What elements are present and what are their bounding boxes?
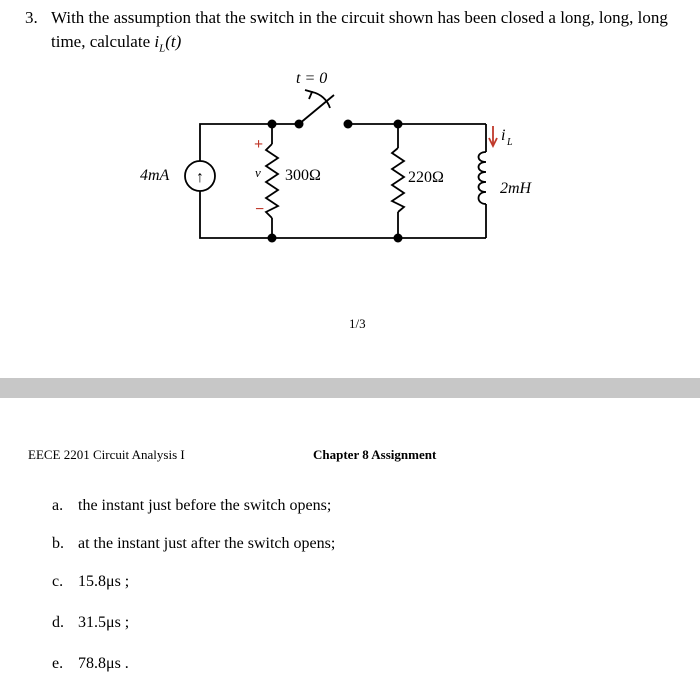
option-e — [52, 655, 129, 673]
question-variable-sub: L — [159, 42, 166, 55]
question-text-line2 — [51, 32, 181, 54]
switch-arc-arrow — [305, 90, 312, 99]
option-b — [52, 535, 335, 553]
question-number: 3. — [25, 8, 38, 27]
option-text: 15.8μs ; — [78, 573, 130, 590]
source-arrow-icon: ↑ — [196, 169, 204, 186]
option-c — [52, 573, 129, 591]
resistor-300-label: 300Ω — [285, 167, 321, 184]
option-text: the instant just before the switch opens; — [78, 497, 332, 514]
option-text: 78.8μs . — [78, 655, 129, 672]
question-text-line1: With the assumption that the switch in the circuit shown has been closed a long, long, long — [51, 8, 668, 27]
node-r2-top — [394, 120, 403, 129]
resistor-300-symbol — [266, 144, 278, 218]
question-variable: i — [154, 32, 160, 51]
resistor-220-symbol — [392, 148, 404, 212]
inductor-label: 2mH — [500, 180, 532, 197]
minus-sign: − — [255, 201, 265, 218]
node-switch-left — [295, 120, 304, 129]
option-letter: b. — [52, 535, 64, 552]
option-letter: d. — [52, 614, 64, 631]
option-a — [52, 497, 331, 515]
resistor-220-label: 220Ω — [408, 169, 444, 186]
option-letter: e. — [52, 655, 64, 672]
node-switch-right — [344, 120, 353, 129]
inductor-symbol — [479, 152, 487, 204]
page-divider — [0, 378, 700, 398]
option-letter: c. — [52, 573, 64, 590]
circuit-diagram — [0, 60, 700, 260]
node-r1-bottom — [268, 234, 277, 243]
question-prefix: time, calculate — [51, 32, 155, 51]
option-letter: a. — [52, 497, 64, 514]
current-label-sub: L — [507, 137, 513, 148]
voltage-label: v — [255, 165, 261, 180]
footer-course: EECE 2201 Circuit Analysis I — [28, 447, 185, 462]
current-label: i — [501, 127, 506, 144]
node-r1-top — [268, 120, 277, 129]
footer-chapter: Chapter 8 Assignment — [313, 447, 437, 462]
page-number: 1/3 — [349, 316, 366, 331]
option-text: at the instant just after the switch opens; — [78, 535, 336, 552]
switch-label: t = 0 — [296, 70, 328, 87]
source-label: 4mA — [140, 167, 170, 184]
option-d — [52, 614, 129, 632]
switch-blade — [299, 95, 334, 124]
option-text: 31.5μs ; — [78, 614, 130, 631]
question-suffix: (t) — [165, 32, 182, 51]
plus-sign: + — [254, 136, 264, 153]
node-r2-bottom — [394, 234, 403, 243]
